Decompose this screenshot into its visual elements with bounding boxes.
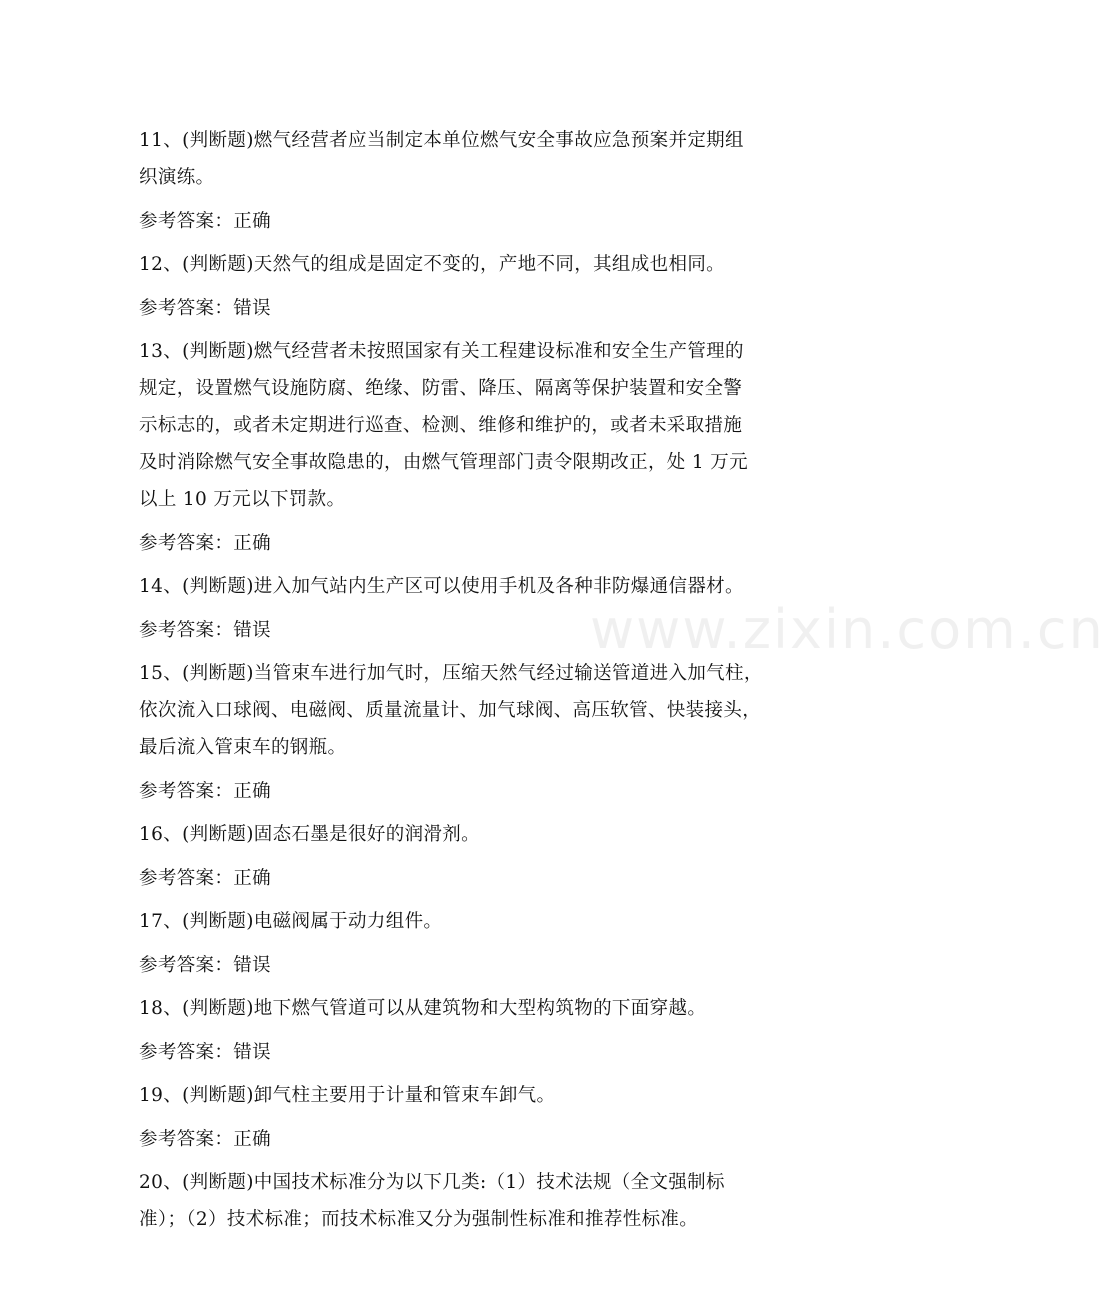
question-11 xyxy=(139,122,802,240)
question-text-line: 13、(判断题)燃气经营者未按照国家有关工程建设标准和安全生产管理的 xyxy=(139,341,744,362)
question-text-line: 及时消除燃气安全事故隐患的，由燃气管理部门责令限期改正，处 1 万元 xyxy=(139,452,748,473)
question-15 xyxy=(139,655,802,810)
question-13 xyxy=(139,333,802,562)
question-text-line: 18、(判断题)地下燃气管道可以从建筑物和大型构筑物的下面穿越。 xyxy=(139,998,707,1019)
answer-line: 参考答案：正确 xyxy=(139,1128,271,1150)
question-text-line: 规定，设置燃气设施防腐、绝缘、防雷、降压、隔离等保护装置和安全警 xyxy=(139,378,743,399)
question-text-line: 示标志的，或者未定期进行巡查、检测、维修和维护的，或者未采取措施 xyxy=(139,415,743,436)
question-text-line: 16、(判断题)固态石墨是很好的润滑剂。 xyxy=(139,824,480,845)
question-14 xyxy=(139,568,802,649)
question-text-line: 20、(判断题)中国技术标准分为以下几类:（1）技术法规（全文强制标 xyxy=(139,1172,725,1193)
answer-line: 参考答案：正确 xyxy=(139,210,271,232)
answer-line: 参考答案：错误 xyxy=(139,619,271,641)
question-text-line: 11、(判断题)燃气经营者应当制定本单位燃气安全事故应急预案并定期组 xyxy=(139,130,744,151)
question-text-line: 以上 10 万元以下罚款。 xyxy=(139,489,346,510)
question-17 xyxy=(139,903,802,984)
question-20 xyxy=(139,1164,802,1238)
answer-line: 参考答案：错误 xyxy=(139,954,271,976)
question-text-line: 准）；（2）技术标准；而技术标准又分为强制性标准和推荐性标准。 xyxy=(139,1209,699,1230)
question-text-line: 12、(判断题)天然气的组成是固定不变的，产地不同，其组成也相同。 xyxy=(139,254,726,275)
question-12 xyxy=(139,246,802,327)
question-text-line: 织演练。 xyxy=(139,167,215,188)
question-text-line: 17、(判断题)电磁阀属于动力组件。 xyxy=(139,911,443,932)
answer-line: 参考答案：错误 xyxy=(139,297,271,319)
question-text-line: 最后流入管束车的钢瓶。 xyxy=(139,737,347,758)
answer-line: 参考答案：错误 xyxy=(139,1041,271,1063)
answer-line: 参考答案：正确 xyxy=(139,532,271,554)
watermark-text: www.zixin.com.cn xyxy=(590,598,1105,661)
question-text-line: 14、(判断题)进入加气站内生产区可以使用手机及各种非防爆通信器材。 xyxy=(139,576,744,597)
answer-line: 参考答案：正确 xyxy=(139,867,271,889)
question-text-line: 19、(判断题)卸气柱主要用于计量和管束车卸气。 xyxy=(139,1085,556,1106)
answer-line: 参考答案：正确 xyxy=(139,780,271,802)
question-text-line: 依次流入口球阀、电磁阀、质量流量计、加气球阀、高压软管、快装接头， xyxy=(139,700,762,721)
question-16 xyxy=(139,816,802,897)
question-18 xyxy=(139,990,802,1071)
question-19 xyxy=(139,1077,802,1158)
question-text-line: 15、(判断题)当管束车进行加气时，压缩天然气经过输送管道进入加气柱， xyxy=(139,663,763,684)
